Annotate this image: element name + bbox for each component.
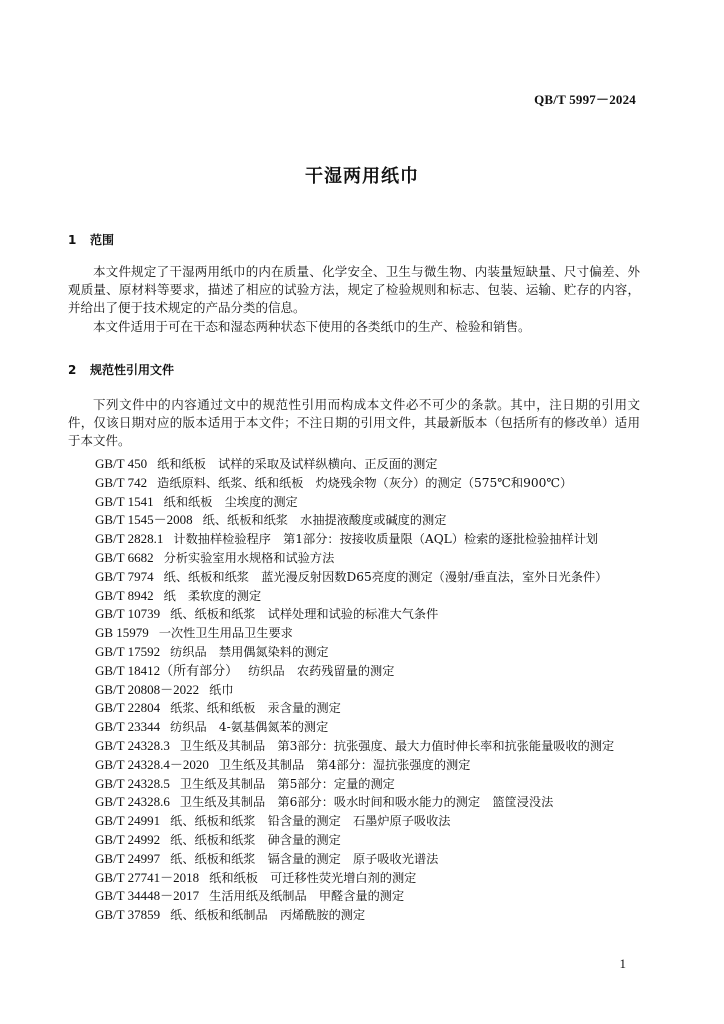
reference-code: GB/T 450	[95, 456, 148, 471]
reference-item	[95, 793, 655, 812]
normative-references-paragraph: 下列文件中的内容通过文中的规范性引用而构成本文件必不可少的条款。其中，注日期的引用文件，仅该日期对应的版本适用于本文件；不注日期的引用文件，其最新版本（包括所有的修改单）适用于本文件。	[68, 397, 640, 448]
reference-title: 卫生纸及其制品 第5部分：定量的测定	[179, 776, 395, 791]
reference-item	[95, 775, 655, 794]
reference-item	[95, 887, 655, 906]
section-number: 2	[68, 363, 77, 377]
reference-item	[95, 587, 655, 606]
reference-item	[95, 493, 655, 512]
reference-code: GB/T 24328.3	[95, 737, 170, 753]
reference-title: 纺织品 禁用偶氮染料的测定	[170, 644, 329, 659]
reference-title: 纸、纸板和纸制品 丙烯酰胺的测定	[170, 908, 366, 923]
reference-title: 生活用纸及纸制品 甲醛含量的测定	[209, 889, 405, 904]
section-number: 1	[68, 233, 77, 247]
reference-title: 计数抽样检验程序 第1部分：按接收质量限（AQL）检索的逐批检验抽样计划	[173, 532, 599, 547]
reference-code: GB/T 24992	[95, 831, 161, 847]
section-1-heading	[68, 231, 114, 248]
reference-item	[95, 643, 655, 662]
reference-item	[95, 812, 655, 831]
reference-item	[95, 455, 655, 474]
reference-code: GB/T 8942	[95, 587, 154, 603]
reference-list	[95, 455, 655, 925]
reference-item	[95, 737, 655, 756]
section-title: 规范性引用文件	[90, 363, 175, 377]
reference-item	[95, 530, 655, 549]
reference-title: 纸 柔软度的测定	[163, 588, 262, 603]
reference-title: 纸、纸板和纸浆 砷含量的测定	[170, 832, 341, 847]
reference-code: GB/T 1541	[95, 493, 154, 509]
reference-title: 纸和纸板 可迁移性荧光增白剂的测定	[209, 870, 417, 885]
reference-item	[95, 568, 655, 587]
reference-item	[95, 756, 655, 775]
reference-code: GB/T 10739	[95, 606, 161, 622]
reference-item	[95, 681, 655, 700]
reference-title: 纺织品 4-氨基偶氮苯的测定	[170, 720, 329, 735]
reference-title: 纸巾	[209, 682, 234, 697]
reference-code: GB/T 6682	[95, 549, 154, 565]
reference-title: 卫生纸及其制品 第6部分：吸水时间和吸水能力的测定 篮筐浸没法	[179, 795, 554, 810]
reference-code: GB/T 27741－2018	[95, 869, 200, 885]
reference-code: GB/T 17592	[95, 643, 161, 659]
reference-title: 纸、纸板和纸浆 蓝光漫反射因数D65亮度的测定（漫射/垂直法，室外日光条件）	[163, 569, 608, 584]
standard-code: QB/T 5997－2024	[534, 92, 636, 107]
reference-code: GB/T 37859	[95, 907, 161, 923]
reference-code: GB/T 2828.1	[95, 531, 164, 547]
reference-title: 纸浆、纸和纸板 汞含量的测定	[170, 701, 341, 716]
reference-item	[95, 699, 655, 718]
reference-item	[95, 831, 655, 850]
reference-item	[95, 624, 655, 643]
reference-code: GB/T 24991	[95, 813, 161, 829]
reference-item	[95, 662, 655, 681]
reference-code: GB/T 24997	[95, 850, 161, 866]
reference-title: 纸、纸板和纸浆 镉含量的测定 原子吸收光谱法	[170, 851, 439, 866]
reference-code: GB/T 1545－2008	[95, 512, 193, 528]
reference-item	[95, 718, 655, 737]
reference-code: GB/T 23344	[95, 719, 161, 735]
reference-code: GB/T 20808－2022	[95, 681, 200, 697]
reference-item	[95, 511, 655, 530]
reference-title: 造纸原料、纸浆、纸和纸板 灼烧残余物（灰分）的测定（575℃和900℃）	[157, 475, 573, 490]
reference-item	[95, 474, 655, 493]
reference-title: 纺织品 农药残留量的测定	[248, 663, 395, 678]
reference-code: GB/T 24328.5	[95, 775, 170, 791]
section-title: 范围	[90, 233, 115, 247]
reference-title: 卫生纸及其制品 第4部分：湿抗张强度的测定	[218, 757, 471, 772]
reference-title: 一次性卫生用品卫生要求	[158, 626, 293, 641]
document-title: 干湿两用纸巾	[305, 166, 419, 187]
reference-code: GB/T 7974	[95, 568, 154, 584]
reference-title: 纸、纸板和纸浆 铅含量的测定 石墨炉原子吸收法	[170, 814, 451, 829]
reference-code: GB/T 24328.4－2020	[95, 756, 209, 772]
reference-title: 分析实验室用水规格和试验方法	[163, 550, 335, 565]
reference-code: GB/T 24328.6	[95, 794, 170, 810]
reference-item	[95, 605, 655, 624]
reference-item	[95, 869, 655, 888]
reference-item	[95, 906, 655, 925]
scope-applicability-paragraph: 本文件适用于可在干态和湿态两种状态下使用的各类纸巾的生产、检验和销售。	[93, 319, 531, 334]
reference-title: 纸和纸板 尘埃度的测定	[163, 494, 298, 509]
reference-item	[95, 549, 655, 568]
reference-title: 纸和纸板 试样的采取及试样纵横向、正反面的测定	[157, 457, 438, 471]
reference-code: GB/T 34448－2017	[95, 888, 200, 904]
reference-code: GB/T 18412（所有部分）	[95, 662, 239, 678]
reference-code: GB/T 22804	[95, 700, 161, 716]
reference-title: 纸、纸板和纸浆 试样处理和试验的标准大气条件	[170, 607, 439, 622]
section-2-heading	[68, 361, 174, 378]
reference-code: GB 15979	[95, 625, 149, 641]
reference-title: 纸、纸板和纸浆 水抽提液酸度或碱度的测定	[202, 513, 447, 528]
reference-code: GB/T 742	[95, 474, 148, 490]
scope-paragraph: 本文件规定了干湿两用纸巾的内在质量、化学安全、卫生与微生物、内装量短缺量、尺寸偏差、外观质量、原材料等要求，描述了相应的试验方法，规定了检验规则和标志、包装、运输、贮存的内容，并给出了便于技术规定的产品分类的信息。	[68, 264, 640, 315]
reference-item	[95, 850, 655, 869]
reference-title: 卫生纸及其制品 第3部分：抗张强度、最大力值时伸长率和抗张能量吸收的测定	[179, 738, 615, 753]
page-number: 1	[619, 956, 626, 971]
